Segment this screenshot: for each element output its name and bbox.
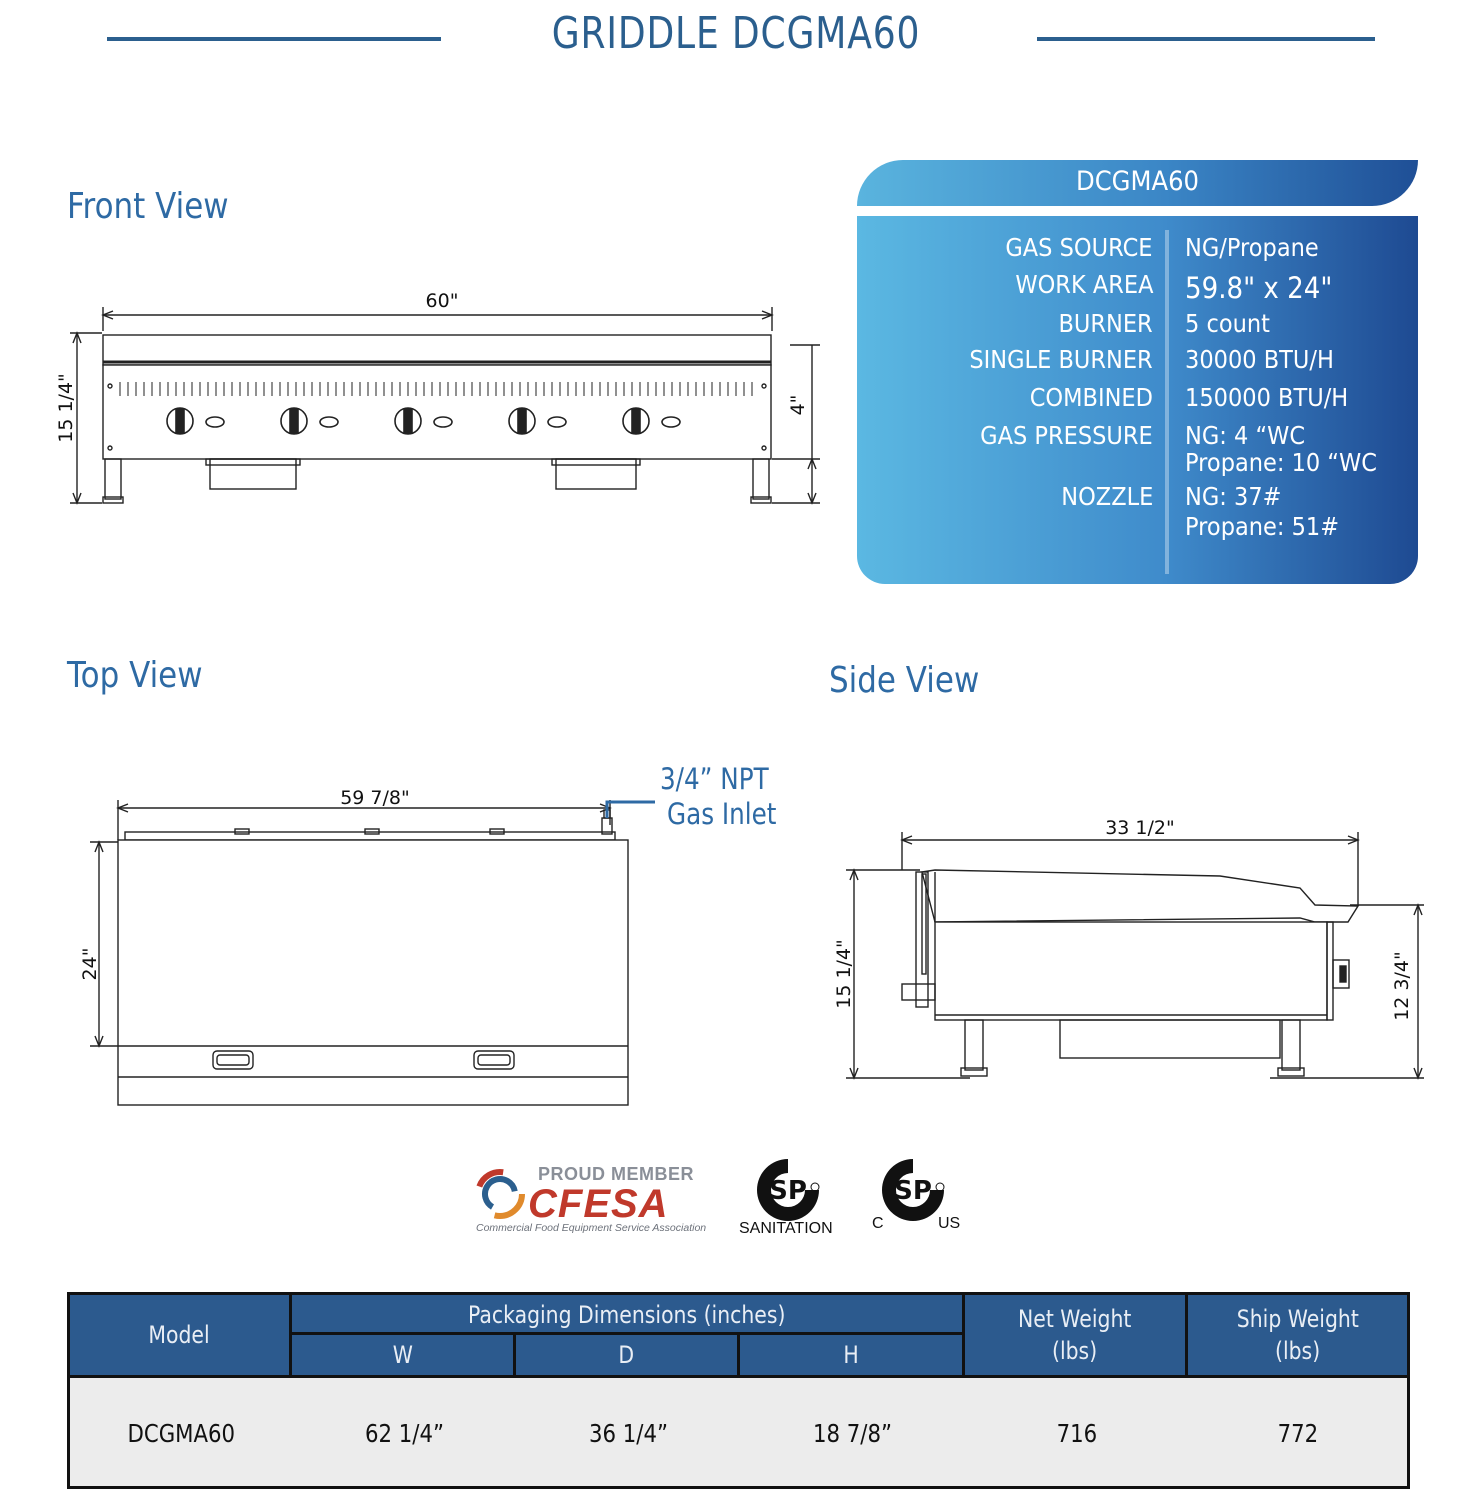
- spec-value-work-area: 59.8" x 24": [1185, 271, 1333, 305]
- spec-value-combined: 150000 BTU/H: [1185, 383, 1349, 412]
- cell-h: 18 7/8”: [812, 1419, 892, 1448]
- th-packaging: Packaging Dimensions (inches): [292, 1295, 965, 1335]
- gas-inlet-label-line2: Gas Inlet: [667, 797, 777, 831]
- cell-d: 36 1/4”: [588, 1419, 668, 1448]
- csa-cus-mark: SP: [894, 1176, 932, 1206]
- spec-value-gas-source: NG/Propane: [1185, 233, 1319, 262]
- cell-w: 62 1/4”: [364, 1419, 444, 1448]
- spec-card-body: [857, 216, 1418, 584]
- spec-label-nozzle: NOZZLE: [1060, 482, 1153, 511]
- csa-sanitation-caption: SANITATION: [739, 1220, 833, 1237]
- cfesa-logo: [474, 1162, 714, 1242]
- spec-value-gas-pressure-propane: Propane: 10 “WC: [1185, 448, 1378, 477]
- cfesa-swirl-icon: [474, 1168, 526, 1220]
- spec-value-burner: 5 count: [1185, 309, 1270, 338]
- cfesa-proud-member: PROUD MEMBER: [538, 1164, 695, 1184]
- spec-card: [857, 160, 1418, 584]
- front-view-drawing: [50, 285, 830, 515]
- spec-value-nozzle-propane: Propane: 51#: [1185, 512, 1340, 541]
- title-rule-right: [1037, 37, 1375, 41]
- top-dim-width: 59 7/8": [340, 787, 410, 809]
- top-dim-depth: 24": [79, 947, 101, 981]
- spec-label-single-burner: SINGLE BURNER: [969, 345, 1153, 374]
- cell-net-weight: 716: [1056, 1419, 1097, 1448]
- front-view-title: Front View: [67, 186, 229, 227]
- spec-label-gas-pressure: GAS PRESSURE: [980, 421, 1153, 450]
- csa-sanitation-logo: [735, 1155, 845, 1245]
- spec-value-single-burner: 30000 BTU/H: [1185, 345, 1334, 374]
- th-ship-weight: Ship Weight (lbs): [1188, 1295, 1407, 1375]
- csa-c-label: C: [872, 1215, 884, 1232]
- csa-sanitation-mark: SP: [769, 1176, 807, 1206]
- front-dim-height: 15 1/4": [55, 373, 77, 443]
- spec-label-gas-source: GAS SOURCE: [1005, 233, 1153, 262]
- packaging-table: [67, 1292, 1410, 1489]
- cell-ship-weight: 772: [1277, 1419, 1318, 1448]
- spec-label-work-area: WORK AREA: [1014, 270, 1153, 299]
- side-dim-height-back: 15 1/4": [833, 939, 855, 1009]
- side-view-drawing: [830, 810, 1430, 1090]
- spec-card-header: [857, 160, 1418, 206]
- spec-value-gas-pressure-ng: NG: 4 “WC: [1185, 421, 1306, 450]
- side-dim-height-front: 12 3/4": [1391, 951, 1413, 1021]
- csa-us-label: US: [938, 1215, 961, 1232]
- side-view-title: Side View: [829, 660, 980, 701]
- cell-model: DCGMA60: [127, 1419, 235, 1448]
- csa-cus-logo: [868, 1155, 968, 1245]
- page-title: GRIDDLE DCGMA60: [551, 8, 921, 59]
- table-header-divider: [70, 1375, 1407, 1378]
- front-dim-leg: 4": [787, 394, 809, 416]
- spec-card-model: DCGMA60: [1075, 166, 1200, 197]
- th-model: Model: [70, 1295, 292, 1375]
- front-dim-width: 60": [425, 290, 459, 312]
- top-view-title: Top View: [67, 655, 203, 696]
- spec-label-combined: COMBINED: [1029, 383, 1153, 412]
- side-dim-depth: 33 1/2": [1105, 817, 1175, 839]
- spec-value-nozzle-ng: NG: 37#: [1185, 482, 1282, 511]
- csa-sanitation-icon: [753, 1155, 823, 1225]
- cfesa-tagline: Commercial Food Equipment Service Association: [476, 1222, 707, 1234]
- spec-divider: [1165, 230, 1169, 574]
- spec-label-burner: BURNER: [1058, 309, 1153, 338]
- th-net-weight: Net Weight (lbs): [965, 1295, 1188, 1375]
- cfesa-wordmark: CFESA: [528, 1182, 669, 1226]
- th-w: W: [292, 1335, 516, 1375]
- gas-inlet-label-line1: 3/4” NPT: [660, 762, 769, 796]
- top-view-drawing: [70, 780, 670, 1115]
- th-h: H: [740, 1335, 965, 1375]
- th-d: D: [516, 1335, 740, 1375]
